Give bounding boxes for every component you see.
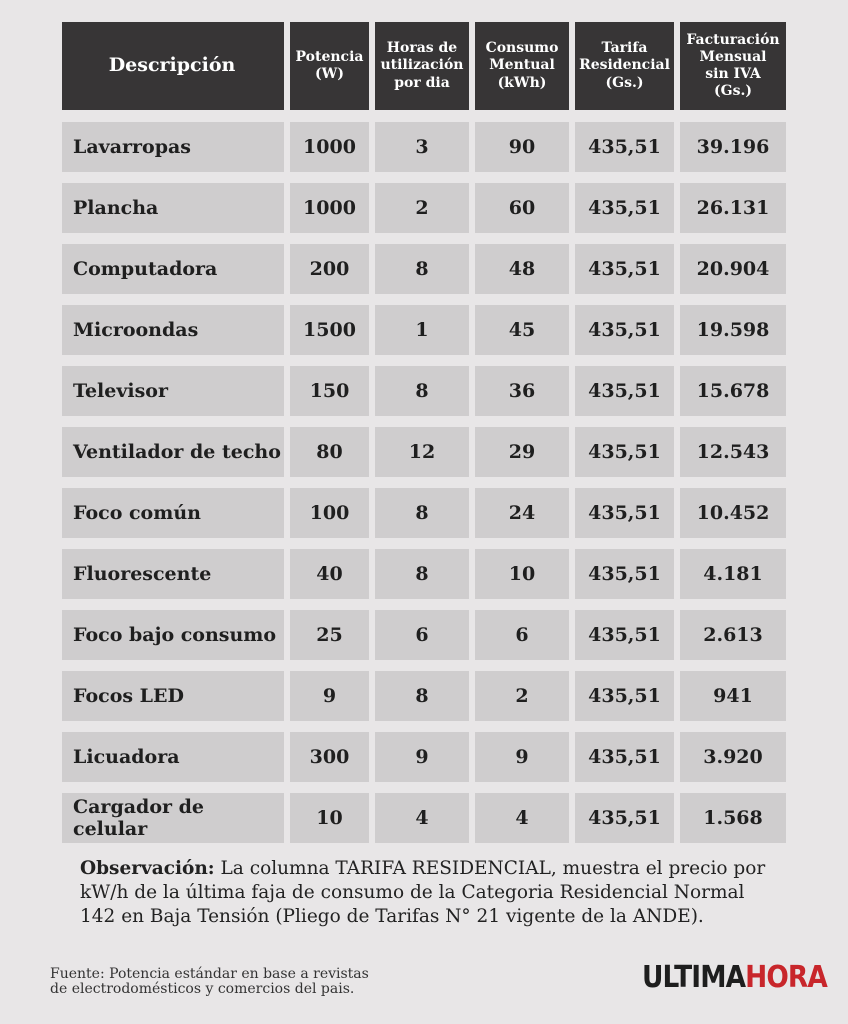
- cell-tarifa: 435,51: [575, 549, 674, 599]
- cell-horas: 12: [375, 427, 469, 477]
- cell-consumo: 6: [475, 610, 569, 660]
- cell-facturacion: 15.678: [680, 366, 786, 416]
- cell-horas: 8: [375, 671, 469, 721]
- table-row: [62, 610, 786, 660]
- cell-tarifa: 435,51: [575, 305, 674, 355]
- cell-horas: 8: [375, 488, 469, 538]
- header-tarifa: Tarifa Residencial (Gs.): [575, 22, 674, 110]
- cell-horas: 8: [375, 549, 469, 599]
- ultimahora-logo: [642, 960, 827, 995]
- cell-potencia: 150: [290, 366, 369, 416]
- cell-descripcion: Focos LED: [62, 671, 284, 721]
- cell-consumo: 90: [475, 122, 569, 172]
- cell-descripcion: Microondas: [62, 305, 284, 355]
- cell-descripcion: Televisor: [62, 366, 284, 416]
- cell-potencia: 1000: [290, 122, 369, 172]
- cell-facturacion: 1.568: [680, 793, 786, 843]
- cell-potencia: 80: [290, 427, 369, 477]
- cell-tarifa: 435,51: [575, 122, 674, 172]
- cell-tarifa: 435,51: [575, 244, 674, 294]
- cell-potencia: 200: [290, 244, 369, 294]
- source-note: [50, 967, 430, 998]
- cell-horas: 3: [375, 122, 469, 172]
- cell-facturacion: 10.452: [680, 488, 786, 538]
- cell-descripcion: Foco común: [62, 488, 284, 538]
- logo-part-ultima: ULTIMA: [642, 960, 746, 995]
- cell-potencia: 10: [290, 793, 369, 843]
- cell-potencia: 100: [290, 488, 369, 538]
- header-descripcion: Descripción: [62, 22, 284, 110]
- header-potencia: Potencia (W): [290, 22, 369, 110]
- table-row: [62, 183, 786, 233]
- cell-potencia: 1000: [290, 183, 369, 233]
- cell-horas: 8: [375, 366, 469, 416]
- table-row: [62, 549, 786, 599]
- cell-tarifa: 435,51: [575, 488, 674, 538]
- source-line-2: de electrodomésticos y comercios del pais.: [50, 981, 355, 998]
- table-row: [62, 732, 786, 782]
- header-horas: Horas de utilización por dia: [375, 22, 469, 110]
- cell-facturacion: 2.613: [680, 610, 786, 660]
- cell-tarifa: 435,51: [575, 671, 674, 721]
- cell-descripcion: Licuadora: [62, 732, 284, 782]
- cell-consumo: 36: [475, 366, 569, 416]
- source-line-1: Fuente: Potencia estándar en base a revistas: [50, 966, 369, 982]
- cell-potencia: 40: [290, 549, 369, 599]
- header-facturacion: Facturación Mensual sin IVA (Gs.): [680, 22, 786, 110]
- table-row: [62, 122, 786, 172]
- cell-descripcion: Cargador de celular: [62, 793, 284, 843]
- cell-descripcion: Ventilador de techo: [62, 427, 284, 477]
- cell-consumo: 48: [475, 244, 569, 294]
- cell-tarifa: 435,51: [575, 793, 674, 843]
- cell-horas: 9: [375, 732, 469, 782]
- cell-tarifa: 435,51: [575, 610, 674, 660]
- cell-facturacion: 39.196: [680, 122, 786, 172]
- observation-text: La columna TARIFA RESIDENCIAL, muestra el precio por kW/h de la última faja de consumo de la Categoria Residencial Normal 142 en Baja Tensión (Pliego de Tarifas N° 21 vigente de la ANDE).: [80, 858, 766, 928]
- cell-consumo: 4: [475, 793, 569, 843]
- cell-consumo: 29: [475, 427, 569, 477]
- cell-horas: 8: [375, 244, 469, 294]
- cell-descripcion: Fluorescente: [62, 549, 284, 599]
- cell-consumo: 10: [475, 549, 569, 599]
- cell-potencia: 25: [290, 610, 369, 660]
- cell-horas: 6: [375, 610, 469, 660]
- observation-note: [80, 857, 780, 929]
- cell-descripcion: Computadora: [62, 244, 284, 294]
- cell-consumo: 60: [475, 183, 569, 233]
- cell-consumo: 9: [475, 732, 569, 782]
- cell-potencia: 1500: [290, 305, 369, 355]
- cell-consumo: 2: [475, 671, 569, 721]
- cell-potencia: 9: [290, 671, 369, 721]
- table-row: [62, 793, 786, 843]
- cell-horas: 4: [375, 793, 469, 843]
- table-row: [62, 488, 786, 538]
- cell-descripcion: Foco bajo consumo: [62, 610, 284, 660]
- cell-tarifa: 435,51: [575, 732, 674, 782]
- cell-facturacion: 26.131: [680, 183, 786, 233]
- logo-part-hora: HORA: [745, 960, 827, 995]
- header-consumo: Consumo Mentual (kWh): [475, 22, 569, 110]
- cell-tarifa: 435,51: [575, 183, 674, 233]
- cell-facturacion: 12.543: [680, 427, 786, 477]
- cell-descripcion: Plancha: [62, 183, 284, 233]
- cell-consumo: 24: [475, 488, 569, 538]
- cell-consumo: 45: [475, 305, 569, 355]
- cell-horas: 1: [375, 305, 469, 355]
- cell-horas: 2: [375, 183, 469, 233]
- table-row: [62, 305, 786, 355]
- cell-tarifa: 435,51: [575, 366, 674, 416]
- cell-facturacion: 19.598: [680, 305, 786, 355]
- cell-tarifa: 435,51: [575, 427, 674, 477]
- consumption-table: [62, 22, 786, 854]
- observation-label: Observación:: [80, 858, 215, 879]
- cell-descripcion: Lavarropas: [62, 122, 284, 172]
- table-header-row: [62, 22, 786, 110]
- table-row: [62, 366, 786, 416]
- table-row: [62, 427, 786, 477]
- table-row: [62, 671, 786, 721]
- cell-potencia: 300: [290, 732, 369, 782]
- cell-facturacion: 3.920: [680, 732, 786, 782]
- cell-facturacion: 941: [680, 671, 786, 721]
- table-row: [62, 244, 786, 294]
- cell-facturacion: 4.181: [680, 549, 786, 599]
- cell-facturacion: 20.904: [680, 244, 786, 294]
